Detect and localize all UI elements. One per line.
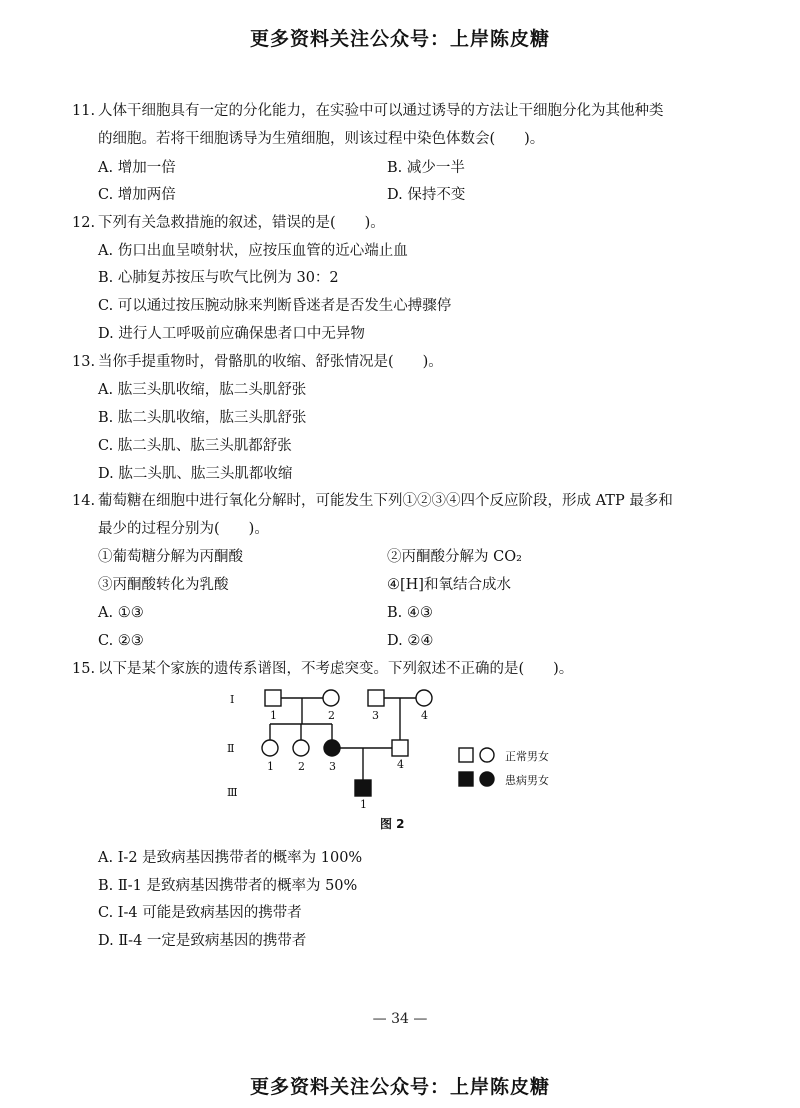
question-12 [72,213,712,233]
gen3-male-1-affected [355,780,371,796]
option-a: A. 肱三头肌收缩，肱二头肌舒张 [98,382,307,398]
pedigree-diagram [0,680,800,840]
gen1-female-4 [416,690,432,706]
option-d: D. 保持不变 [387,187,466,203]
option-b: B. 减少一半 [387,160,465,176]
option-d: D. 肱二头肌、肱三头肌都收缩 [98,466,293,482]
gen1-male-3 [368,690,384,706]
gen-label-3: Ⅲ [227,786,238,799]
option-a: A. ①③ [98,605,144,621]
gen1-label-3: 3 [372,709,379,722]
option-d: D. ②④ [387,633,434,649]
gen1-label-4: 4 [421,709,428,722]
gen3-label-1: 1 [360,798,367,811]
gen1-label-2: 2 [328,709,335,722]
gen1-male-1 [265,690,281,706]
top-banner: 更多资料关注公众号：上岸陈皮糖 [249,28,550,50]
option-a: A. Ⅰ-2 是致病基因携带者的概率为 100% [98,850,363,866]
legend-affected-label: 患病男女 [505,774,549,787]
question-number: 12. [72,215,96,231]
gen2-female-2 [293,740,309,756]
option-c: C. 增加两倍 [98,187,176,203]
question-text: 下列有关急救措施的叙述，错误的是( )。 [98,215,385,231]
gen2-label-1: 1 [267,760,274,773]
gen-label-2: Ⅱ [227,742,235,755]
option-c: C. Ⅰ-4 可能是致病基因的携带者 [98,905,302,921]
gen2-label-3: 3 [329,760,336,773]
question-number: 14. [72,493,96,509]
option-a: A. 伤口出血呈喷射状，应按压血管的近心端止血 [98,243,408,259]
question-15 [72,659,712,679]
question-number: 11. [72,103,96,119]
figure-caption: 图 2 [380,817,405,831]
stage-2: ②丙酮酸分解为 CO₂ [387,549,522,565]
question-13 [72,352,712,372]
question-text: 人体干细胞具有一定的分化能力，在实验中可以通过诱导的方法让干细胞分化为其他种类 [98,103,664,119]
option-c: C. 可以通过按压腕动脉来判断昏迷者是否发生心搏骤停 [98,298,452,314]
bottom-banner: 更多资料关注公众号：上岸陈皮糖 [249,1076,550,1098]
gen2-female-1 [262,740,278,756]
question-11 [72,101,712,121]
legend-affected-female [480,772,494,786]
question-text: 以下是某个家族的遗传系谱图，不考虑突变。下列叙述不正确的是( )。 [98,661,574,677]
question-number: 13. [72,354,96,370]
question-text-cont: 最少的过程分别为( )。 [98,521,269,537]
stage-3: ③丙酮酸转化为乳酸 [98,577,229,593]
question-text-cont: 的细胞。若将干细胞诱导为生殖细胞，则该过程中染色体数会( )。 [98,131,545,147]
legend-affected-male [459,772,473,786]
legend-normal-female [480,748,494,762]
option-c: C. 肱二头肌、肱三头肌都舒张 [98,438,292,454]
gen2-male-4 [392,740,408,756]
stage-4: ④[H]和氧结合成水 [387,577,511,593]
gen-label-1: Ⅰ [230,693,235,706]
question-text: 葡萄糖在细胞中进行氧化分解时，可能发生下列①②③④四个反应阶段，形成 ATP 最多和 [98,493,673,509]
legend-normal-male [459,748,473,762]
gen2-label-2: 2 [298,760,305,773]
gen1-female-2 [323,690,339,706]
option-d: D. 进行人工呼吸前应确保患者口中无异物 [98,326,365,342]
gen2-female-3-affected [324,740,340,756]
page-number: — 34 — [372,1011,428,1027]
question-text: 当你手提重物时，骨骼肌的收缩、舒张情况是( )。 [98,354,443,370]
option-d: D. Ⅱ-4 一定是致病基因的携带者 [98,933,307,949]
option-b: B. 心肺复苏按压与吹气比例为 30：2 [98,270,339,286]
option-a: A. 增加一倍 [98,160,176,176]
stage-1: ①葡萄糖分解为丙酮酸 [98,549,243,565]
question-number: 15. [72,661,96,677]
gen1-label-1: 1 [270,709,277,722]
option-b: B. ④③ [387,605,433,621]
question-14 [72,491,712,511]
option-c: C. ②③ [98,633,144,649]
option-b: B. Ⅱ-1 是致病基因携带者的概率为 50% [98,878,358,894]
option-b: B. 肱二头肌收缩，肱三头肌舒张 [98,410,307,426]
gen2-label-4: 4 [397,758,404,771]
legend-normal-label: 正常男女 [505,750,549,763]
